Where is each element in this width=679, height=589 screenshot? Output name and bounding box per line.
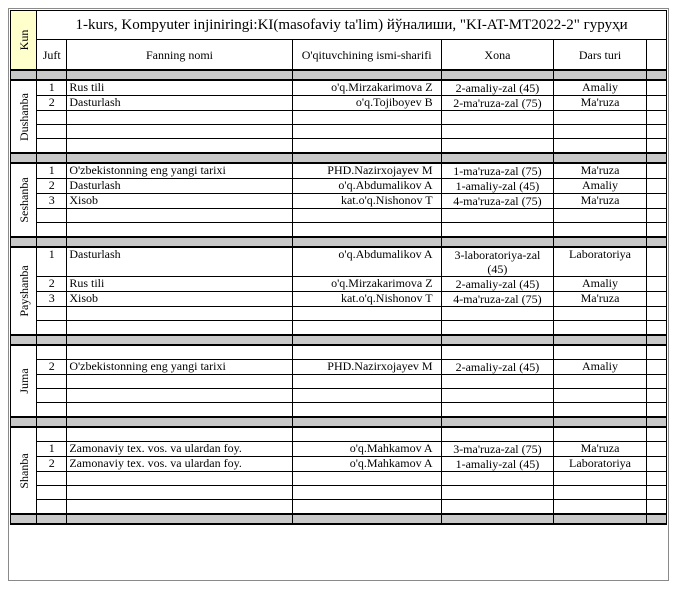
tur-cell [554, 403, 647, 418]
oqituvchi-cell: o'q.Mahkamov A [292, 457, 441, 472]
juft-cell [37, 307, 67, 321]
fan-cell [67, 472, 292, 486]
oqituvchi-cell: o'q.Tojiboyev B [292, 96, 441, 111]
fan-cell [67, 223, 292, 238]
table-row [11, 403, 667, 418]
extra-cell [646, 389, 666, 403]
extra-cell [646, 472, 666, 486]
tur-cell [554, 500, 647, 515]
tur-cell [554, 472, 647, 486]
separator-cell [11, 237, 37, 247]
juft-cell [37, 403, 67, 418]
separator-cell [441, 335, 554, 345]
separator-cell [441, 237, 554, 247]
schedule-title: 1-kurs, Kompyuter injiniringi:KI(masofaviy ta'lim) йўналиши, "KI-AT-MT2022-2" гуруҳи [37, 11, 667, 40]
oqituvchi-cell [292, 486, 441, 500]
day-cell [11, 163, 37, 237]
table-row [11, 111, 667, 125]
table-row [11, 209, 667, 223]
fan-cell [67, 375, 292, 389]
extra-cell [646, 486, 666, 500]
juft-cell [37, 389, 67, 403]
table-row [11, 292, 667, 307]
extra-cell [646, 223, 666, 238]
juft-cell: 2 [37, 277, 67, 292]
juft-cell [37, 209, 67, 223]
fan-cell [67, 209, 292, 223]
table-row [11, 427, 667, 442]
oqituvchi-cell: kat.o'q.Nishonov T [292, 292, 441, 307]
xona-cell: 2-amaliy-zal (45) [441, 277, 554, 292]
table-row [11, 277, 667, 292]
separator-cell [67, 237, 292, 247]
table-row [11, 223, 667, 238]
juft-cell [37, 427, 67, 442]
day-separator [11, 153, 667, 163]
day-label: Dushanba [16, 92, 31, 141]
fan-cell: Xisob [67, 292, 292, 307]
table-row [11, 96, 667, 111]
fan-column-header: Fanning nomi [67, 40, 292, 71]
extra-cell [646, 80, 666, 96]
extra-cell [646, 321, 666, 336]
separator-cell [441, 514, 554, 524]
juft-cell [37, 472, 67, 486]
juft-cell: 2 [37, 360, 67, 375]
xona-cell: 4-ma'ruza-zal (75) [441, 194, 554, 209]
separator-cell [67, 153, 292, 163]
fan-cell: O'zbekistonning eng yangi tarixi [67, 163, 292, 179]
separator-cell [646, 153, 666, 163]
xona-cell [441, 500, 554, 515]
xona-cell [441, 139, 554, 154]
separator-cell [554, 514, 647, 524]
juft-cell: 2 [37, 457, 67, 472]
table-row [11, 163, 667, 179]
fan-cell: Rus tili [67, 80, 292, 96]
extra-cell [646, 125, 666, 139]
extra-cell [646, 292, 666, 307]
table-row [11, 457, 667, 472]
oqituvchi-cell: o'q.Abdumalikov A [292, 247, 441, 277]
table-row [11, 500, 667, 515]
fan-cell [67, 111, 292, 125]
juft-cell [37, 139, 67, 154]
separator-cell [554, 417, 647, 427]
separator-cell [67, 514, 292, 524]
xona-cell: 1-amaliy-zal (45) [441, 457, 554, 472]
fan-cell: Zamonaviy tex. vos. va ulardan foy. [67, 457, 292, 472]
tur-cell [554, 111, 647, 125]
xona-cell: 1-ma'ruza-zal (75) [441, 163, 554, 179]
fan-cell: O'zbekistonning eng yangi tarixi [67, 360, 292, 375]
oqituvchi-cell [292, 500, 441, 515]
separator-cell [441, 70, 554, 80]
separator-cell [67, 335, 292, 345]
oqituvchi-cell: PHD.Nazirxojayev M [292, 163, 441, 179]
extra-cell [646, 427, 666, 442]
juft-cell: 1 [37, 163, 67, 179]
separator-cell [11, 70, 37, 80]
day-cell [11, 80, 37, 153]
tur-cell [554, 139, 647, 154]
separator-cell [441, 417, 554, 427]
oqituvchi-cell: o'q.Mirzakarimova Z [292, 277, 441, 292]
xona-cell [441, 307, 554, 321]
column-header-row [11, 40, 667, 71]
xona-cell: 1-amaliy-zal (45) [441, 179, 554, 194]
xona-cell [441, 321, 554, 336]
oqituvchi-cell [292, 345, 441, 360]
xona-cell [441, 403, 554, 418]
day-separator [11, 335, 667, 345]
xona-cell [441, 389, 554, 403]
juft-cell [37, 125, 67, 139]
table-row [11, 375, 667, 389]
xona-column-header: Xona [441, 40, 554, 71]
separator-cell [67, 417, 292, 427]
table-row [11, 179, 667, 194]
extra-cell [646, 277, 666, 292]
fan-cell: Xisob [67, 194, 292, 209]
day-separator [11, 417, 667, 427]
tur-cell: Ma'ruza [554, 442, 647, 457]
oqituvchi-cell [292, 223, 441, 238]
oqituvchi-cell [292, 111, 441, 125]
juft-cell [37, 500, 67, 515]
xona-cell [441, 486, 554, 500]
xona-cell [441, 111, 554, 125]
fan-cell: Zamonaviy tex. vos. va ulardan foy. [67, 442, 292, 457]
extra-cell [646, 194, 666, 209]
separator-cell [646, 237, 666, 247]
header-extra-cell [646, 40, 666, 71]
separator-cell [11, 514, 37, 524]
xona-cell: 2-ma'ruza-zal (75) [441, 96, 554, 111]
kun-header-cell [11, 11, 37, 71]
separator-cell [292, 335, 441, 345]
extra-cell [646, 360, 666, 375]
juft-cell: 1 [37, 247, 67, 277]
table-row [11, 486, 667, 500]
separator-cell [37, 335, 67, 345]
tur-cell [554, 125, 647, 139]
fan-cell [67, 139, 292, 154]
juft-cell [37, 375, 67, 389]
oqituvchi-cell: o'q.Mahkamov A [292, 442, 441, 457]
extra-cell [646, 163, 666, 179]
separator-cell [646, 335, 666, 345]
table-row [11, 307, 667, 321]
tur-cell: Amaliy [554, 277, 647, 292]
oqituvchi-cell [292, 472, 441, 486]
oqituvchi-cell [292, 389, 441, 403]
xona-cell [441, 472, 554, 486]
fan-cell: Dasturlash [67, 247, 292, 277]
tur-cell: Ma'ruza [554, 194, 647, 209]
xona-cell [441, 345, 554, 360]
tur-cell: Amaliy [554, 360, 647, 375]
oqituvchi-cell: PHD.Nazirxojayev M [292, 360, 441, 375]
extra-cell [646, 403, 666, 418]
tur-cell: Ma'ruza [554, 163, 647, 179]
oqituvchi-cell [292, 139, 441, 154]
day-cell [11, 247, 37, 335]
fan-cell [67, 403, 292, 418]
juft-cell [37, 321, 67, 336]
fan-cell [67, 321, 292, 336]
xona-cell: 2-amaliy-zal (45) [441, 80, 554, 96]
extra-cell [646, 247, 666, 277]
oqituvchi-cell: kat.o'q.Nishonov T [292, 194, 441, 209]
fan-cell: Dasturlash [67, 179, 292, 194]
separator-cell [646, 514, 666, 524]
day-cell [11, 427, 37, 514]
tur-cell [554, 427, 647, 442]
table-row [11, 139, 667, 154]
separator-cell [554, 70, 647, 80]
juft-cell [37, 223, 67, 238]
tur-cell: Amaliy [554, 179, 647, 194]
schedule-table [10, 10, 667, 525]
separator-cell [292, 153, 441, 163]
extra-cell [646, 96, 666, 111]
tur-cell: Laboratoriya [554, 247, 647, 277]
table-row [11, 345, 667, 360]
fan-cell [67, 500, 292, 515]
fan-cell [67, 307, 292, 321]
oqituvchi-cell: o'q.Mirzakarimova Z [292, 80, 441, 96]
oqituvchi-column-header: O'qituvchining ismi-sharifi [292, 40, 441, 71]
day-label: Seshanba [16, 177, 31, 223]
xona-cell [441, 223, 554, 238]
oqituvchi-cell [292, 427, 441, 442]
day-separator [11, 514, 667, 524]
separator-cell [292, 514, 441, 524]
tur-cell [554, 209, 647, 223]
table-row [11, 125, 667, 139]
day-label: Shanba [16, 452, 31, 489]
tur-cell [554, 307, 647, 321]
juft-cell: 3 [37, 194, 67, 209]
oqituvchi-cell [292, 125, 441, 139]
table-row [11, 80, 667, 96]
fan-cell [67, 125, 292, 139]
xona-cell: 4-ma'ruza-zal (75) [441, 292, 554, 307]
day-separator [11, 237, 667, 247]
day-cell [11, 345, 37, 417]
fan-cell [67, 389, 292, 403]
tur-cell [554, 389, 647, 403]
fan-cell [67, 486, 292, 500]
xona-cell [441, 125, 554, 139]
extra-cell [646, 111, 666, 125]
table-row [11, 442, 667, 457]
day-label: Payshanba [16, 265, 31, 317]
oqituvchi-cell: o'q.Abdumalikov A [292, 179, 441, 194]
juft-cell [37, 111, 67, 125]
tur-cell: Ma'ruza [554, 292, 647, 307]
separator-cell [292, 237, 441, 247]
tur-cell [554, 345, 647, 360]
juft-cell: 1 [37, 80, 67, 96]
extra-cell [646, 179, 666, 194]
xona-cell: 3-laboratoriya-zal (45) [441, 247, 554, 277]
juft-cell [37, 345, 67, 360]
tur-cell: Amaliy [554, 80, 647, 96]
separator-cell [37, 514, 67, 524]
extra-cell [646, 307, 666, 321]
xona-cell [441, 209, 554, 223]
table-row [11, 360, 667, 375]
table-row [11, 472, 667, 486]
juft-cell [37, 486, 67, 500]
oqituvchi-cell [292, 321, 441, 336]
juft-cell: 2 [37, 179, 67, 194]
table-row [11, 194, 667, 209]
oqituvchi-cell [292, 403, 441, 418]
extra-cell [646, 457, 666, 472]
tur-cell [554, 321, 647, 336]
table-row [11, 321, 667, 336]
separator-cell [646, 417, 666, 427]
fan-cell [67, 345, 292, 360]
separator-cell [37, 417, 67, 427]
tur-cell: Ma'ruza [554, 96, 647, 111]
xona-cell: 2-amaliy-zal (45) [441, 360, 554, 375]
separator-cell [11, 335, 37, 345]
xona-cell: 3-ma'ruza-zal (75) [441, 442, 554, 457]
kun-header-label: Kun [16, 29, 31, 51]
separator-cell [292, 417, 441, 427]
extra-cell [646, 139, 666, 154]
oqituvchi-cell [292, 375, 441, 389]
oqituvchi-cell [292, 307, 441, 321]
separator-cell [554, 237, 647, 247]
separator-cell [11, 153, 37, 163]
table-row [11, 389, 667, 403]
tur-cell: Laboratoriya [554, 457, 647, 472]
xona-cell [441, 427, 554, 442]
juft-cell: 2 [37, 96, 67, 111]
separator-cell [37, 153, 67, 163]
tur-cell [554, 223, 647, 238]
extra-cell [646, 345, 666, 360]
separator-cell [37, 237, 67, 247]
fan-cell [67, 427, 292, 442]
juft-cell: 1 [37, 442, 67, 457]
extra-cell [646, 209, 666, 223]
tur-column-header: Dars turi [554, 40, 647, 71]
separator-cell [646, 70, 666, 80]
day-label: Juma [16, 368, 31, 394]
fan-cell: Dasturlash [67, 96, 292, 111]
tur-cell [554, 486, 647, 500]
juft-cell: 3 [37, 292, 67, 307]
separator-cell [37, 70, 67, 80]
separator-cell [554, 153, 647, 163]
title-row [11, 11, 667, 40]
extra-cell [646, 442, 666, 457]
separator-cell [441, 153, 554, 163]
extra-cell [646, 375, 666, 389]
separator-cell [554, 335, 647, 345]
tur-cell [554, 375, 647, 389]
separator-cell [11, 417, 37, 427]
oqituvchi-cell [292, 209, 441, 223]
fan-cell: Rus tili [67, 277, 292, 292]
extra-cell [646, 500, 666, 515]
day-separator [11, 70, 667, 80]
juft-column-header: Juft [37, 40, 67, 71]
separator-cell [292, 70, 441, 80]
separator-cell [67, 70, 292, 80]
xona-cell [441, 375, 554, 389]
table-row [11, 247, 667, 277]
